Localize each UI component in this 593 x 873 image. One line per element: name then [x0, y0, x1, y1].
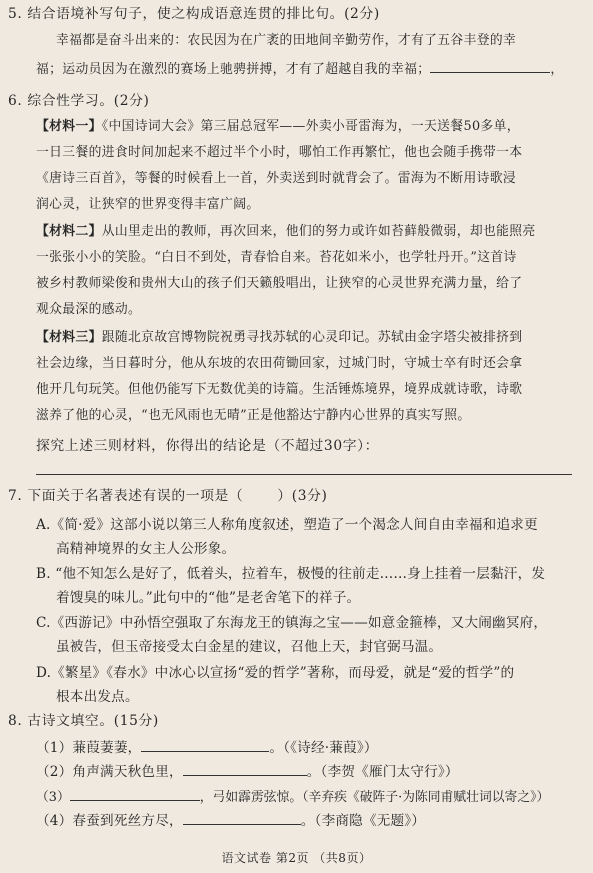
q8-item-1-text: （1）蒹葭萋萋，	[36, 740, 142, 756]
q5-answer-blank[interactable]	[430, 58, 550, 73]
q6-material-3-line-3: 他开几句玩笑。但他仍能写下无数优美的诗篇。生活锤炼境界，境界成就诗歌，诗歌	[36, 382, 523, 397]
q6-material-2-line-4: 观众最深的感动。	[36, 302, 142, 317]
q6-title: 6. 综合性学习。(2分)	[8, 93, 150, 109]
q7-option-b-line-1: B. “他不知怎么是好了，低着头，拉着车，极慢的往前走……身上挂着一层黏汗，发	[36, 566, 546, 582]
q8-item-3	[36, 786, 549, 807]
q7-score: ）(3分)	[277, 488, 328, 504]
material-1-text: 《中国诗词大会》第三届总冠军——外卖小哥雷海为，一天送餐50多单，	[101, 119, 520, 134]
q6-material-3-line-4: 滋养了他的心灵，“也无风雨也无晴”正是他豁达宁静内心世界的真实写照。	[36, 408, 471, 423]
q8-item-2	[36, 761, 459, 781]
q6-material-3-line-1	[36, 329, 522, 347]
material-2-text: 从山里走出的教师，再次回来，他们的努力或许如苔藓般微弱，却也能照亮	[101, 224, 536, 239]
q6-material-1-line-4: 润心灵，让狭窄的世界变得丰富广阔。	[36, 197, 260, 212]
q8-item-2-source: 。（李贺《雁门太守行》）	[306, 764, 459, 780]
page-footer: 语文试卷 第2页 （共8页）	[221, 851, 372, 865]
q6-prompt: 探究上述三则材料，你得出的结论是（不超过30字）：	[36, 438, 379, 454]
q6-material-2-line-3: 被乡村教师梁俊和贵州大山的孩子们天籁般唱出，让狭窄的心灵世界充满力量，给了	[36, 276, 523, 291]
q8-item-4-blank[interactable]	[183, 810, 301, 825]
material-2-tag: 【材料二】	[36, 224, 102, 239]
q5-title: 5. 结合语境补写句子，使之构成语意连贯的排比句。(2分)	[8, 6, 380, 22]
q6-material-1-line-2: 一日三餐的进食时间加起来不超过半个小时，哪怕工作再繁忙，他也会随手携带一本	[36, 145, 523, 160]
q7-option-c-line-1: C.《西游记》中孙悟空强取了东海龙王的镇海之宝——如意金箍棒，又大闹幽冥府，	[36, 615, 548, 631]
q8-item-3-blank[interactable]	[70, 786, 200, 801]
q6-answer-line[interactable]	[36, 474, 572, 475]
material-3-tag: 【材料三】	[36, 330, 102, 345]
q8-item-1-blank[interactable]	[141, 737, 269, 752]
q6-material-3-line-2: 社会边缘，当日暮时分，他从东坡的农田荷锄回家，过城门时，守城士卒有时还会拿	[36, 356, 523, 371]
q7-option-d-line-1: D.《繁星》《春水》中冰心以宣扬“爱的哲学”著称，而母爱，就是“爱的哲学”的	[36, 665, 515, 681]
q5-punct: ，	[550, 62, 564, 77]
q8-item-1	[36, 737, 378, 757]
q6-material-1-line-1	[36, 118, 520, 136]
q8-title: 8. 古诗文填空。(15分)	[8, 713, 159, 729]
q7-answer-slot[interactable]	[243, 486, 277, 500]
q8-item-3-text: （3）	[36, 790, 70, 805]
q7-option-c-line-2: 虽被告，但玉帝接受太白金星的建议，召他上天，封官弼马温。	[56, 639, 443, 655]
q5-text-line-1: 幸福都是奋斗出来的：农民因为在广袤的田地间辛勤劳作，才有了五谷丰登的幸	[56, 33, 517, 48]
q7-title	[8, 486, 327, 505]
q6-material-2-line-2: 一张张小小的笑脸。“白日不到处，青春恰自来。苔花如米小，也学牡丹开。”这首诗	[36, 250, 517, 265]
material-1-tag: 【材料一】	[36, 119, 102, 134]
q8-item-2-text: （2）角声满天秋色里，	[36, 764, 183, 780]
q7-option-b-line-2: 着馊臭的味儿。”此句中的“他”是老舍笔下的祥子。	[56, 590, 361, 606]
q8-item-4	[36, 810, 425, 830]
q5-text-line-2	[36, 58, 564, 79]
q5-text-line-2-content: 福；运动员因为在激烈的赛场上驰骋拼搏，才有了超越自我的幸福；	[36, 62, 431, 77]
q8-item-4-source: 。（李商隐《无题》）	[300, 813, 426, 829]
q6-material-2-line-1	[36, 223, 536, 241]
material-3-text: 跟随北京故宫博物院祝勇寻找苏轼的心灵印记。苏轼由金字塔尖被排挤到	[101, 330, 523, 345]
q7-option-d-line-2: 根本出发点。	[56, 689, 139, 705]
q8-item-4-text: （4）春蚕到死丝方尽，	[36, 813, 183, 829]
q8-item-2-blank[interactable]	[183, 761, 307, 776]
q7-option-a-line-2: 高精神境界的女主人公形象。	[56, 541, 236, 557]
q7-option-a-line-1: A.《简·爱》这部小说以第三人称角度叙述，塑造了一个渴念人间自由幸福和追求更	[36, 517, 538, 533]
q6-material-1-line-3: 《唐诗三百首》，等餐的时候看上一首，外卖送到时就背会了。雷海为不断用诗歌浸	[36, 171, 517, 186]
q8-item-3-source: ，弓如霹雳弦惊。（辛弃疾《破阵子·为陈同甫赋壮词以寄之》）	[199, 790, 550, 805]
q7-title-text: 7. 下面关于名著表述有误的一项是（	[8, 488, 244, 504]
q8-item-1-source: 。（《诗经·蒹葭》）	[269, 740, 378, 756]
